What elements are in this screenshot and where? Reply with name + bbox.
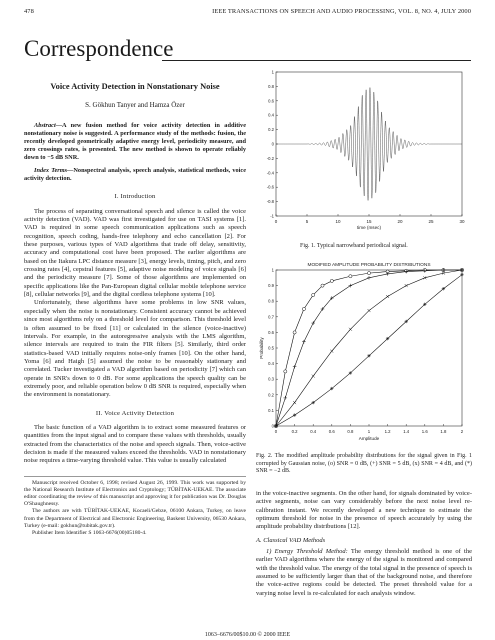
marker-circle: [349, 275, 352, 278]
section-heading-vad: II. Voice Activity Detection: [95, 409, 175, 417]
marker-star: [442, 287, 445, 290]
section-heading: Correspondence: [24, 36, 174, 61]
marker-x: [293, 401, 296, 404]
marker-plus: [293, 365, 297, 369]
x-tick-label: 0.6: [328, 429, 335, 434]
marker-star: [271, 423, 277, 429]
marker-star: [312, 401, 315, 404]
marker-circle: [312, 293, 315, 296]
y-tick-label: 0: [271, 423, 274, 429]
x-tick-label: 0: [274, 429, 278, 434]
fig2-caption: Fig. 2. The modified amplitude probability distributions for the signal given in Fig. 1 corrupted by Gaussian noise, (o) SNR = 0 dB, (+) SNR = 5 dB, (x) SNR = 4 dB, and (*) SNR = −2 dB.: [256, 453, 472, 475]
marker-plus: [284, 396, 288, 400]
intro-paragraph-1: The process of separating conversational speech and silence is called the voice activity detection (VAD). VAD was first investigated for use on TASI systems [1]. VAD is required in some speech communication applications such as speech recognition, speech coding, hands-free telephony and echo cancellation [2]. For these purposes, various types of VAD algorithms that trade off delay, sensitivity, accuracy and computational cost have been proposed. The earlier algorithms are based on the Itakura LPC distance measure [3], energy levels, timing, pitch, and zero crossing rates [4], cepstral features [5], adaptive noise modeling of voice signals [6] and the periodicity measure [7]. Some of those algorithms are implemented on specific applications like the Pan-European digital cellular mobile telephone service [8], cellular networks [9], and the digital cordless telephone systems [10].: [24, 207, 246, 299]
y-tick-label: 1: [271, 267, 274, 273]
footnote-3: Publisher Item Identifier S 1063-6676(00)05180-4.: [32, 530, 147, 537]
marker-circle: [321, 284, 324, 287]
y-tick-label: -0.4: [266, 170, 274, 176]
marker-star: [460, 273, 463, 276]
series-line-2: [276, 270, 462, 426]
y-tick-label: 0.8: [268, 298, 274, 304]
series-line-3: [276, 275, 462, 426]
abstract: Abstract—A new fusion method for voice activity detection in additive nonstationary noise is suggested. A performance study of the methods: fusion, the recently developed geometrically adaptive energy level, periodicity measure, and zero crossings rates, is presented. The new method is shown to operate reliably down to −5 dB SNR.: [24, 121, 246, 162]
y-tick-label: 0.2: [268, 127, 274, 133]
index-terms: Index Terms—Nonspectral analysis, speech analysis, statistical methods, voice activity detection.: [24, 167, 247, 183]
marker-star: [293, 413, 296, 416]
x-tick-label: 0: [274, 219, 278, 224]
x-tick-label: 25: [428, 219, 434, 224]
paper-authors: S. Gökhun Tanyer and Hamza Özer: [85, 101, 185, 110]
y-tick-label: -0.2: [266, 155, 274, 161]
y-tick-label: 0.6: [268, 329, 274, 335]
y-tick-label: 0.1: [268, 407, 274, 413]
y-tick-label: 0.4: [268, 361, 274, 367]
marker-star: [405, 320, 408, 323]
copyright-footer: 1063–6676/00$10.00 © 2000 IEEE: [204, 632, 291, 638]
marker-star: [386, 337, 389, 340]
x-tick-label: 2: [460, 429, 464, 434]
marker-x: [368, 309, 371, 312]
marker-star: [423, 303, 426, 306]
y-tick-label: 1: [271, 69, 274, 75]
x-tick-label: 1.6: [421, 429, 428, 434]
y-tick-label: -1: [270, 213, 274, 219]
y-tick-label: 0: [271, 141, 274, 147]
x-tick-label: 30: [459, 219, 465, 224]
heading-rule: [162, 60, 471, 61]
y-tick-label: -0.8: [266, 199, 274, 205]
marker-x: [349, 328, 352, 331]
marker-star: [349, 371, 352, 374]
chart-title: MODIFIED AMPLITUDE PROBABILITY DISTRIBUTIONS: [307, 263, 431, 268]
x-axis-label: time (msec): [357, 225, 381, 230]
marker-circle: [330, 279, 333, 282]
right-paragraph-1: in the voice-inactive segments. On the other hand, for signals dominated by voice-active segments, noise can vary considerably before the next noise level re-calibration instant. We recently developed a new technique to estimate the optimum threshold for noise in the presence of speech accurately by using the amplitude probability distributions [12].: [256, 490, 472, 531]
x-tick-label: 1.2: [384, 429, 391, 434]
right-column: [256, 490, 472, 598]
abstract-label: Abstract—: [34, 121, 62, 129]
x-tick-label: 0.8: [347, 429, 354, 434]
y-tick-label: 0.9: [268, 283, 274, 289]
marker-circle: [293, 331, 296, 334]
series-line-1: [276, 270, 462, 426]
footnote-1: Manuscript received October 6, 1998; revised August 26, 1999. This work was supported by the National Research Institute of Electronics and Cryptology; TÜBİTAK-UEKAE. The associate editor coordinating the review of this manuscript and approving it for publication was Dr. Douglas O'Shaughnessy.: [24, 479, 246, 508]
y-axis-label: Probability: [259, 337, 264, 359]
x-tick-label: 1.8: [440, 429, 447, 434]
signal-line: [276, 88, 462, 201]
marker-star: [330, 387, 333, 390]
paper-title: Voice Activity Detection in Nonstationary Noise: [50, 82, 220, 91]
series-line-0: [276, 270, 462, 426]
marker-plus: [349, 284, 353, 288]
y-tick-label: 0.2: [268, 392, 274, 398]
journal-header: IEEE TRANSACTIONS ON SPEECH AND AUDIO PROCESSING, VOL. 8, NO. 4, JULY 2000: [212, 8, 471, 15]
section-heading-intro: I. Introduction: [114, 193, 156, 201]
fig1-chart: [256, 66, 472, 242]
marker-x: [386, 295, 389, 298]
intro-paragraph-2: Unfortunately, these algorithms have some problems in low SNR values, especially when the noise is nonstationary. Consistent accuracy cannot be achieved since most algorithms rely on a threshold level for comparison. This threshold level is often assumed to be fixed [11] or calculated in the silence (voice-inactive) intervals. For example, in the autoregressive analysis with the LMS algorithm, silence intervals are required to train the FIR filters [5]. Similarly, third order statistics-based VAD initially requires noise-only frames [10]. On the other hand, Yoma [6] and Haigh [5] assumed the noise to be reasonably stationary and correlated. Tucker investigated a VAD algorithm based on periodicity [7] which can operate in SNR's down to 0 dB. For some applications the speech quality can be extremely poor, and reliable operation below 0 dB SNR is required, especially when the environment is nonstationary.: [24, 299, 246, 399]
fig1-caption: Fig. 1. Typical narrowband periodical signal.: [300, 243, 408, 249]
vad-paragraph-1: The basic function of a VAD algorithm is to extract some measured features or quantities from the input signal and to compare these values with thresholds, usually extracted from the characteristics of the noise and speech signals. Then, voice-active decision is made if the measured values exceed the thresholds. VAD in nonstationary noise requires a time-varying threshold value. This value is usually calculated: [24, 423, 246, 465]
y-tick-label: 0.7: [268, 314, 274, 320]
page-number: 478: [24, 8, 34, 15]
plot-frame: [276, 270, 462, 426]
marker-plus: [302, 340, 306, 344]
x-tick-label: 15: [366, 219, 372, 224]
footnotes: [24, 476, 246, 538]
marker-plus: [367, 276, 371, 280]
x-axis-label: Amplitude: [358, 436, 380, 441]
x-tick-label: 10: [335, 219, 341, 224]
marker-circle: [284, 370, 287, 373]
marker-plus: [311, 321, 315, 325]
footnote-2: The authors are with TÜBİTAK-UEKAE, Kocaeli/Gebze, 06100 Ankara, Turkey, on leave from the Department of Electrical and Electronic Engineering, Baskent University, 06530 Ankara, Turkey (e-mail: gokhun@tubitak.gov.tr).: [24, 508, 246, 529]
y-tick-label: 0.6: [268, 98, 274, 104]
y-tick-label: 0.4: [268, 112, 274, 118]
y-tick-label: -0.6: [266, 184, 274, 190]
x-tick-label: 1.4: [403, 429, 410, 434]
y-tick-label: 0.5: [268, 345, 274, 351]
marker-x: [330, 350, 333, 353]
subsection-heading-a: A. Classical VAD Methods: [256, 536, 326, 544]
index-label: Index Terms—: [34, 167, 74, 175]
y-tick-label: 0.8: [268, 83, 274, 89]
energy-label: 1) Energy Threshold Method:: [266, 548, 348, 556]
x-tick-label: 5: [305, 219, 309, 224]
marker-x: [405, 284, 408, 287]
marker-x: [312, 375, 315, 378]
x-tick-label: 1: [367, 429, 371, 434]
x-tick-label: 20: [397, 219, 403, 224]
energy-paragraph: 1) Energy Threshold Method: The energy threshold method is one of the earlier VAD algorithms where the energy of the signal is monitored and compared with the threshold value. The energy of the total signal in the presence of speech is assumed to be sufficiently larger than that of the background noise, and therefore the voice-active regions could be detected. The preset threshold value for a varying noise level is re-calculated for each analysis window.: [256, 548, 472, 597]
marker-circle: [302, 307, 305, 310]
x-tick-label: 0.4: [310, 429, 317, 434]
left-column: [24, 78, 246, 537]
marker-star: [367, 354, 370, 357]
x-tick-label: 0.2: [291, 429, 298, 434]
marker-circle: [367, 272, 370, 275]
fig2-chart: [256, 256, 472, 452]
y-tick-label: 0.3: [268, 376, 274, 382]
